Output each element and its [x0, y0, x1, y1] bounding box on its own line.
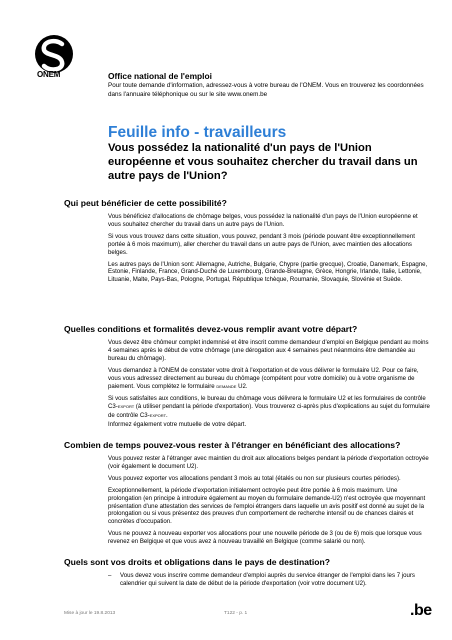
footer-page-number: T122 - p. 1 [224, 611, 248, 616]
dash-bullet: – [108, 572, 112, 579]
section-who [64, 198, 434, 288]
paragraph: Exceptionnellement, la période d'exportation initialement octroyée peut être portée à 6 mois maximum. Une prolongation (en principe à introduire également au moyen du formulaire demande-U2) n'est octroyée que moyennant présentation d'une attestation des services de l'emploi étrangers dans laquelle un avis positif est donné au sujet de la prolongation ou si vous présentez des preuves d'un comportement de recherche intensif ou de chances claires et concrètes d'occupation. [108, 486, 426, 526]
section-rights [64, 557, 434, 592]
paragraph: Vous ne pouvez à nouveau exporter vos allocations pour une nouvelle période de 3 (ou de 6) mois que lorsque vous revenez en Belgique et que vous avez à nouveau travaillé en Belgique (comme salarié ou non). [108, 530, 422, 546]
section-heading: Combien de temps pouvez-vous rester à l'étranger en bénéficiant des allocations? [64, 440, 401, 450]
paragraph: Si vous vous trouvez dans cette situation, vous pouvez, pendant 3 mois (période pouvant être exceptionnellement portée à 6 mois maximum), aller chercher du travail dans un autre pays de l'Union, avec maintien des allocations belges. [108, 232, 415, 256]
footer-update-date: Mise à jour le 19.8.2013 [64, 611, 116, 616]
section-heading: Quelles conditions et formalités devez-vous remplir avant votre départ? [64, 324, 358, 334]
paragraph: Vous pouvez exporter vos allocations pendant 3 mois au total (étalés ou non sur plusieurs courtes périodes). [108, 474, 401, 482]
paragraph: Vous pouvez rester à l'étranger avec maintien du droit aux allocations belges pendant la période d'exportation octroyée (voir également le document U2). [108, 455, 429, 470]
section-heading: Qui peut bénéficier de cette possibilité? [64, 198, 227, 208]
page-title: Feuille info - travailleurs [108, 124, 287, 141]
list-item [108, 572, 430, 588]
be-logo: .be [410, 602, 432, 619]
section-duration [64, 440, 434, 550]
paragraph: Si vous satisfaites aux conditions, le bureau du chômage vous délivrera le formulaire U2 et les formulaires de contrôle C3-export (à utiliser pendant la période d'exportation). Vous trouverez ci-après plus d'explications au sujet du formulaire de contrôle C3-export. Informez également votre mutuelle de votre départ. [108, 395, 430, 429]
org-title: Office national de l'emploi [108, 71, 212, 81]
section-heading: Quels sont vos droits et obligations dans le pays de destination? [64, 557, 330, 567]
paragraph: Vous demandez à l'ONEM de constater votre droit à l'exportation et de vous délivrer le formulaire U2. Pour ce faire, vous vous adressez directement au bureau du chômage (compétent pour votre domicile) ou à votre organisme de paiement. Vous complétez le formulaire demande U2. [108, 366, 419, 390]
list-item-text: Vous devez vous inscrire comme demandeur d'emploi auprès du service étranger de l'emploi dans les 7 jours calendrier qui suivent la date de début de la période d'exportation (voir votre document U2). [120, 572, 415, 587]
paragraph: Vous devez être chômeur complet indemnisé et être inscrit comme demandeur d'emploi en Belgique pendant au moins 4 semaines après le début de votre chômage (une dérogation aux 4 semaines peut néanmoins être demandée au bureau du chômage). [108, 339, 429, 362]
section-conditions [64, 324, 434, 433]
page-subtitle: Vous possédez la nationalité d'un pays de l'Union européenne et vous souhaitez chercher du travail dans un autre pays de l'Union? [108, 142, 418, 182]
paragraph: Les autres pays de l'Union sont: Allemagne, Autriche, Bulgarie, Chypre (partie grecque), Croatie, Danemark, Espagne, Estonie, Finlande, France, Grand-Duché de Luxembourg, Grande-Bretagne, Grèce, Hongrie, Irlande, Italie, Lettonie, Lituanie, Malte, Pays-Bas, Pologne, Portugal, République tchèque, Roumanie, Slovaquie, Slovénie et Suède. [108, 260, 428, 284]
logo-text: ONEM [37, 70, 61, 79]
org-info-text: Pour toute demande d'information, adressez-vous à votre bureau de l'ONEM. Vous en trouverez les coordonnées dans l'annuaire téléphonique ou sur le site www.onem.be [108, 82, 424, 98]
paragraph: Vous bénéficiez d'allocations de chômage belges, vous possédez la nationalité d'un pays de l'Union européenne et vous souhaitez chercher du travail dans un autre pays de l'Union. [108, 213, 418, 228]
